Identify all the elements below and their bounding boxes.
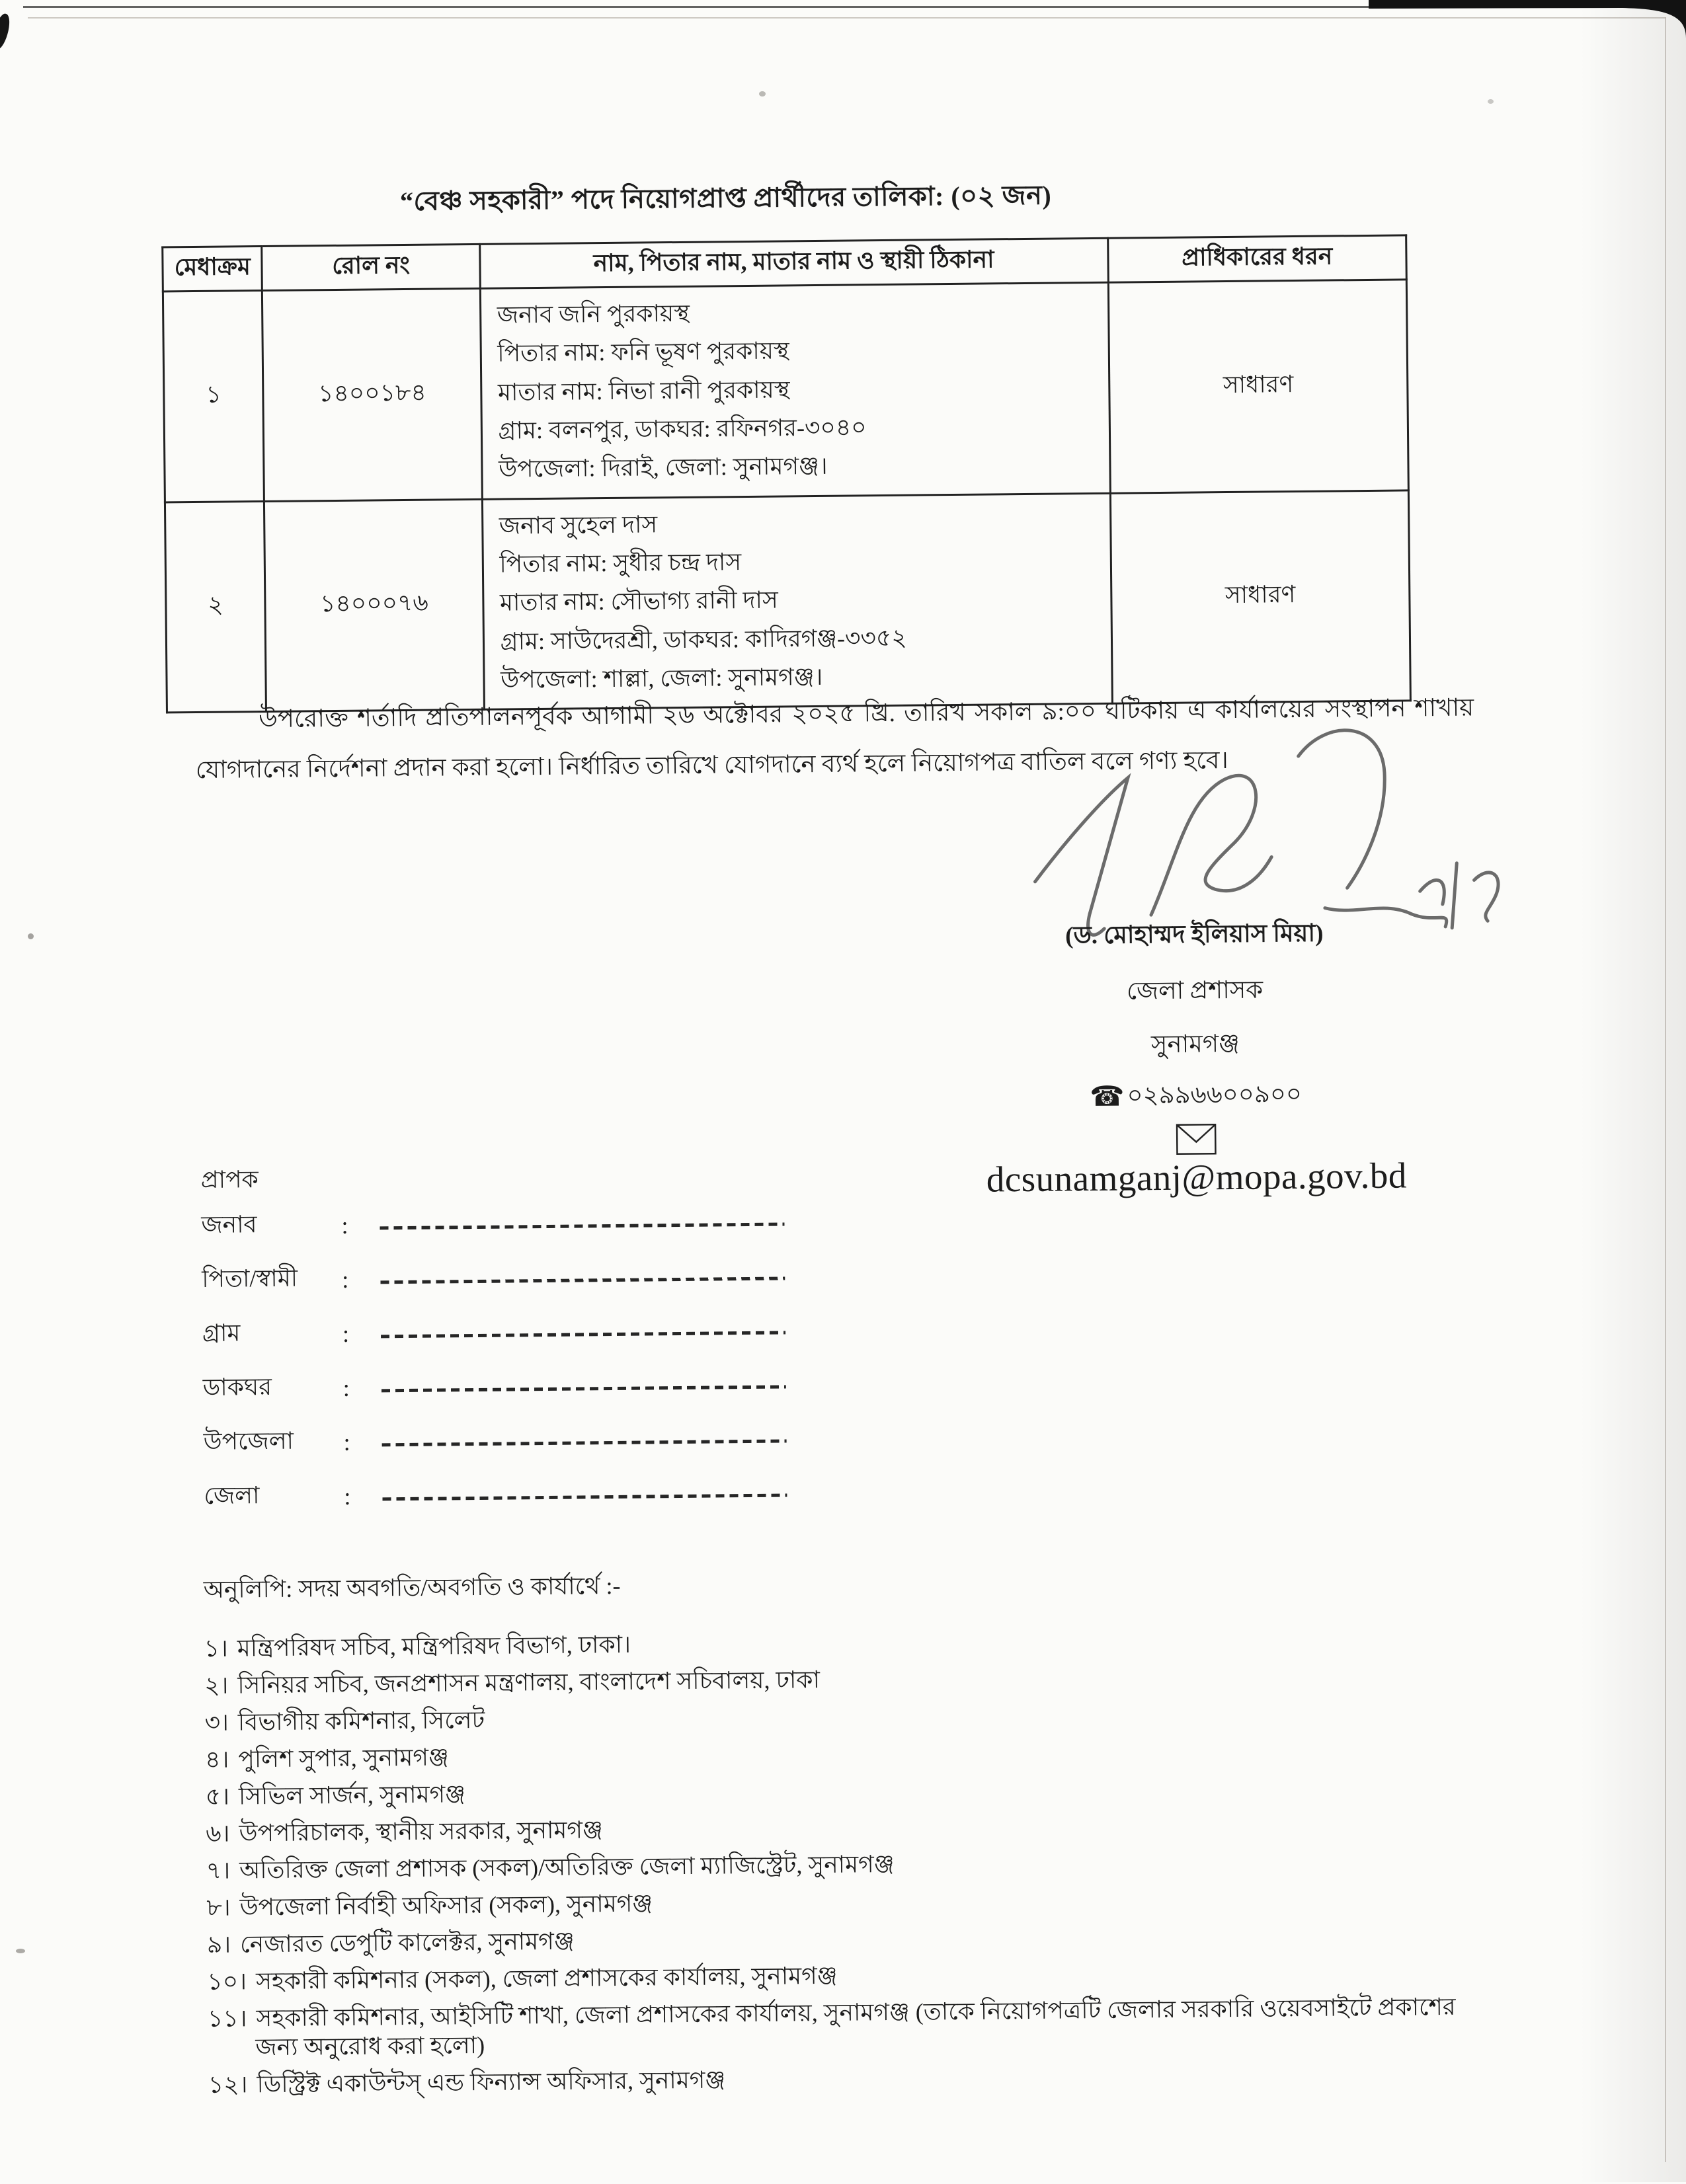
upazila-district: উপজেলা: দিরাই, জেলা: সুনামগঞ্জ। xyxy=(498,453,828,483)
cc-item-text: সিনিয়র সচিব, জনপ্রশাসন মন্ত্রণালয়, বাংলাদেশ সচিবালয়, ঢাকা xyxy=(237,1666,821,1699)
cc-heading: অনুলিপি: সদয় অবগতি/অবগতি ও কার্যার্থে :- xyxy=(203,1572,621,1603)
col-header-name-address: নাম, পিতার নাম, মাতার নাম ও স্থায়ী ঠিকানা xyxy=(479,238,1108,288)
merit-number: ১ xyxy=(163,291,264,502)
cc-item xyxy=(206,1770,1494,1811)
recipient-field-row xyxy=(202,1260,876,1296)
field-label: ডাকঘর xyxy=(202,1373,272,1401)
blank-dashed-line xyxy=(382,1493,787,1501)
cc-item-text: নেজারত ডেপুটি কালেক্টর, সুনামগঞ্জ xyxy=(239,1928,575,1958)
cc-item xyxy=(206,1881,1494,1922)
signatory-block xyxy=(923,912,1468,1201)
cc-item-text: উপপরিচালক, স্থানীয় সরকার, সুনামগঞ্জ xyxy=(239,1816,603,1847)
field-label: জেলা xyxy=(204,1482,260,1509)
field-label: গ্রাম xyxy=(202,1319,241,1346)
cc-item-number: ১। xyxy=(204,1635,229,1662)
priority-type: সাধারণ xyxy=(1108,280,1408,493)
roll-number: ১৪০০০৭৬ xyxy=(264,499,484,712)
table-row xyxy=(165,490,1410,713)
village-postoffice: গ্রাম: বলনপুর, ডাকঘর: রফিনগর-৩০৪০ xyxy=(498,414,867,444)
appointed-candidates-table xyxy=(161,234,1412,713)
recipient-section xyxy=(201,1155,879,1538)
field-colon: : xyxy=(342,1320,350,1347)
priority-type: সাধারণ xyxy=(1110,490,1410,703)
cc-item-number: ২। xyxy=(204,1672,229,1699)
recipient-field-row xyxy=(203,1423,877,1458)
cc-item-text: পুলিশ সুপার, সুনামগঞ্জ xyxy=(238,1744,449,1773)
cc-item xyxy=(204,1621,1492,1663)
cc-item-number: ১১। xyxy=(207,2005,247,2032)
blank-dashed-line xyxy=(380,1222,784,1229)
field-colon: : xyxy=(342,1266,349,1293)
father-name: পিতার নাম: ফনি ভূষণ পুরকায়স্থ xyxy=(497,337,789,367)
blank-dashed-line xyxy=(381,1385,786,1392)
merit-number: ২ xyxy=(165,501,266,713)
cc-section xyxy=(203,1559,1496,2107)
cc-item xyxy=(208,2058,1496,2099)
cc-item-number: ৮। xyxy=(206,1894,231,1921)
candidate-details xyxy=(480,282,1110,499)
cc-item-text: অতিরিক্ত জেলা প্রশাসক (সকল)/অতিরিক্ত জেলা ম্যাজিস্ট্রেট, সুনামগঞ্জ xyxy=(239,1850,895,1884)
cc-item-number: ১২। xyxy=(208,2071,248,2098)
cc-item-number: ৭। xyxy=(206,1857,231,1884)
blank-dashed-line xyxy=(382,1439,787,1446)
page-title: “বেঞ্চ সহকারী” পদে নিয়োগপ্রাপ্ত প্রার্থীদের তালিকা: (০২ জন) xyxy=(399,180,1052,217)
cc-item-number: ৯। xyxy=(206,1931,231,1958)
field-colon: : xyxy=(344,1483,351,1510)
col-header-priority-type: প্রাধিকারের ধরন xyxy=(1107,235,1406,282)
cc-item xyxy=(204,1658,1492,1700)
telephone-icon: ☎ xyxy=(1089,1079,1125,1113)
col-header-merit: মেধাক্রম xyxy=(163,247,262,292)
cc-item xyxy=(207,1918,1495,1959)
cc-item xyxy=(205,1733,1493,1774)
recipient-heading: প্রাপক xyxy=(200,1166,259,1193)
cc-item-number: ৩। xyxy=(204,1709,229,1736)
recipient-field-row xyxy=(204,1477,878,1512)
col-header-roll: রোল নং xyxy=(262,244,480,290)
mother-name: মাতার নাম: নিভা রানী পুরকায়স্থ xyxy=(497,375,790,406)
cc-item xyxy=(208,1992,1496,2062)
joining-instruction-paragraph: উপরোক্ত শর্তাদি প্রতিপালনপূর্বক আগামী ২৬ অক্টোবর ২০২৫ খ্রি. তারিখ সকাল ৯:০০ ঘটিকায় এ কার্যালয়ের সংস্থাপন শাখায় যোগদানের নির্দেশনা প্রদান করা হলো। নির্ধারিত তারিখে যোগদানে ব্যর্থ হলে নিয়োগপত্র বাতিল বলে গণ্য হবে। xyxy=(195,694,1474,784)
cc-item xyxy=(206,1844,1494,1885)
envelope-line xyxy=(925,1121,1467,1158)
father-name: পিতার নাম: সুধীর চন্দ্র দাস xyxy=(499,548,742,578)
candidate-name: জনাব জনি পুরকায়স্থ xyxy=(497,299,690,329)
cc-item-text: সহকারী কমিশনার, আইসিটি শাখা, জেলা প্রশাসকের কার্যালয়, সুনামগঞ্জ (তাকে নিয়োগপত্রটি জেলার সরকারি ওয়েবসাইটে প্রকাশের জন্য অনুরোধ করা হলো) xyxy=(255,1993,1456,2061)
cc-item xyxy=(207,1955,1495,1996)
field-colon: : xyxy=(342,1374,350,1401)
cc-item-number: ৬। xyxy=(206,1820,230,1847)
signatory-district: সুনামগঞ্জ xyxy=(1150,1030,1240,1059)
village-postoffice: গ্রাম: সাউদেরশ্রী, ডাকঘর: কাদিরগঞ্জ-৩৩৫২ xyxy=(500,624,907,655)
recipient-field-row xyxy=(203,1368,877,1404)
field-label: জনাব xyxy=(201,1211,257,1238)
blank-dashed-line xyxy=(381,1331,785,1338)
cc-item-text: বিভাগীয় কমিশনার, সিলেট xyxy=(237,1706,485,1736)
table-row xyxy=(163,280,1408,502)
cc-item-number: ৫। xyxy=(205,1783,230,1810)
cc-item-text: মন্ত্রিপরিষদ সচিব, মন্ত্রিপরিষদ বিভাগ, ঢাকা। xyxy=(237,1631,631,1662)
cc-item-number: ৪। xyxy=(205,1746,229,1773)
field-label: উপজেলা xyxy=(203,1427,294,1455)
cc-item-text: উপজেলা নির্বাহী অফিসার (সকল), সুনামগঞ্জ xyxy=(239,1890,653,1921)
recipient-field-row xyxy=(202,1314,877,1350)
field-label: পিতা/স্বামী xyxy=(202,1265,298,1292)
cc-item-text: সিভিল সার্জন, সুনামগঞ্জ xyxy=(238,1781,466,1810)
upazila-district: উপজেলা: শাল্লা, জেলা: সুনামগঞ্জ। xyxy=(500,663,823,693)
recipient-field-row xyxy=(201,1206,875,1241)
field-colon: : xyxy=(343,1428,350,1456)
signatory-name: (ড. মোহাম্মদ ইলিয়াস মিয়া) xyxy=(1064,919,1324,950)
mother-name: মাতার নাম: সৌভাগ্য রানী দাস xyxy=(499,586,778,616)
cc-item-text: ডিস্ট্রিক্ট একাউন্টস্ এন্ড ফিন্যান্স অফিসার, সুনামগঞ্জ xyxy=(257,2066,726,2098)
candidate-details xyxy=(482,493,1112,710)
signatory-designation: জেলা প্রশাসক xyxy=(1126,976,1264,1005)
signatory-email: dcsunamganj@mopa.gov.bd xyxy=(986,1155,1408,1200)
blank-dashed-line xyxy=(380,1276,785,1284)
roll-number: ১৪০০১৮৪ xyxy=(262,288,482,501)
envelope-icon xyxy=(1176,1123,1217,1155)
cc-item-number: ১০। xyxy=(207,1968,247,1995)
phone-line xyxy=(924,1073,1467,1120)
cc-item xyxy=(204,1696,1492,1737)
candidate-name: জনাব সুহেল দাস xyxy=(499,510,658,539)
field-colon: : xyxy=(341,1212,348,1239)
signatory-phone: ০২৯৯৬৬০০৯০০ xyxy=(1127,1080,1303,1110)
cc-item xyxy=(206,1807,1494,1848)
cc-item-text: সহকারী কমিশনার (সকল), জেলা প্রশাসকের কার্যালয়, সুনামগঞ্জ xyxy=(255,1962,838,1995)
